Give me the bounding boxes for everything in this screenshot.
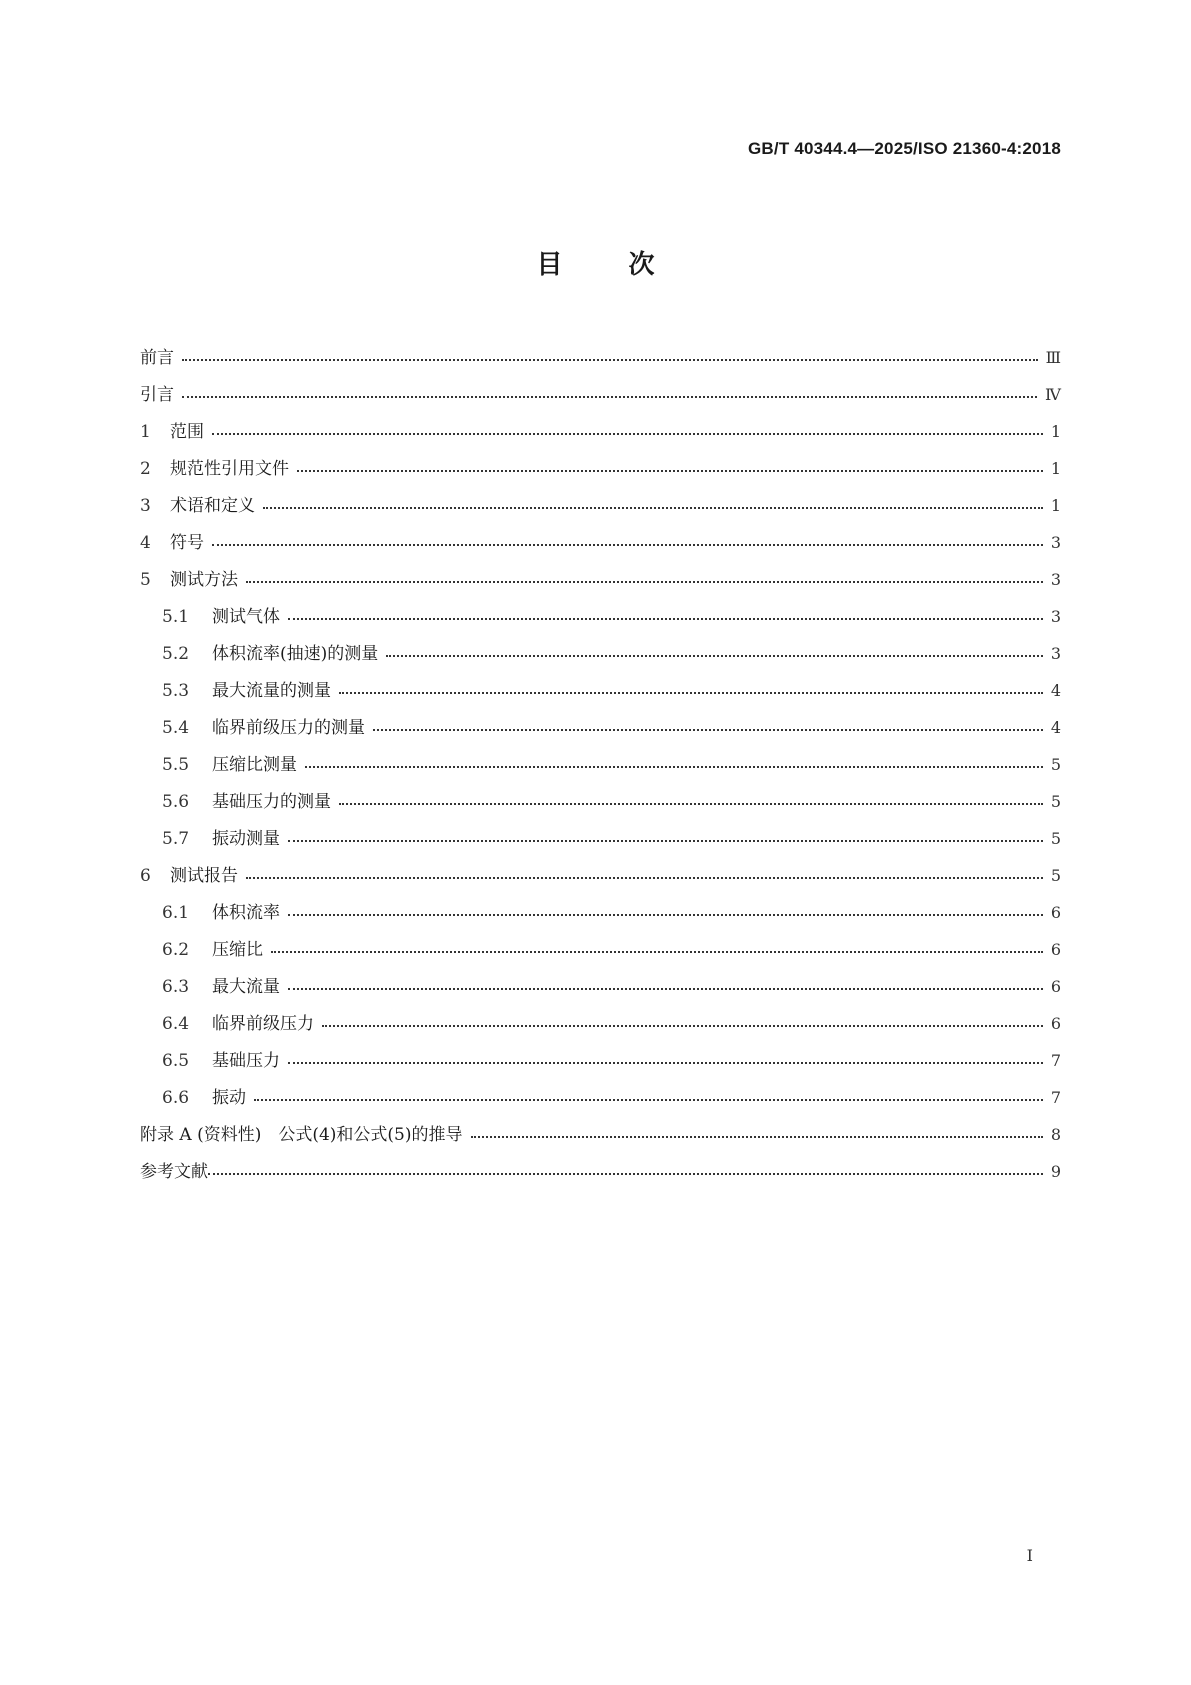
standard-code: GB/T 40344.4—2025/ISO 21360-4:2018 <box>748 139 1061 158</box>
toc-entry-title: 压缩比测量 <box>212 755 297 775</box>
toc-leader-dots <box>305 766 1043 768</box>
toc-entry-number: 6.1 <box>162 903 190 923</box>
toc-entry-title: 规范性引用文件 <box>170 459 289 479</box>
toc-entry[interactable] <box>140 635 1061 672</box>
toc-leader-dots <box>271 951 1043 953</box>
toc-leader-dots <box>386 655 1043 657</box>
toc-entry[interactable] <box>140 561 1061 598</box>
toc-entry[interactable] <box>140 894 1061 931</box>
toc-entry[interactable] <box>140 376 1061 413</box>
toc-leader-dots <box>297 470 1043 472</box>
toc-entry[interactable] <box>140 487 1061 524</box>
toc-entry-number: 6.2 <box>162 940 190 960</box>
toc-entry-title: 测试报告 <box>170 866 238 886</box>
toc-entry-title: 最大流量 <box>212 977 280 997</box>
toc-entry-page: 6 <box>1050 903 1061 922</box>
toc-leader-dots <box>263 507 1043 509</box>
toc-entry-title: 振动 <box>212 1088 246 1108</box>
toc-leader-dots <box>322 1025 1043 1027</box>
toc-entry-page: 1 <box>1050 422 1061 441</box>
toc-entry-page: 9 <box>1050 1162 1061 1181</box>
toc-entry[interactable] <box>140 783 1061 820</box>
toc-entry-number: 1 <box>140 422 151 442</box>
toc-entry-number: 5.7 <box>162 829 190 849</box>
toc-entry-page: 5 <box>1050 866 1061 885</box>
toc-entry-number: 5 <box>140 570 151 590</box>
toc-entry-number: 6.5 <box>162 1051 190 1071</box>
toc-entry[interactable] <box>140 450 1061 487</box>
table-of-contents <box>140 339 1061 1190</box>
toc-entry-page: 6 <box>1050 977 1061 996</box>
toc-leader-dots <box>288 914 1043 916</box>
toc-entry-title: 体积流率 <box>212 903 280 923</box>
toc-entry[interactable] <box>140 1153 1061 1190</box>
toc-entry[interactable] <box>140 672 1061 709</box>
toc-leader-dots <box>182 359 1038 361</box>
toc-leader-dots <box>288 618 1043 620</box>
toc-entry[interactable] <box>140 598 1061 635</box>
toc-entry-page: 5 <box>1050 829 1061 848</box>
toc-entry-title: 测试气体 <box>212 607 280 627</box>
toc-entry-page: 3 <box>1050 607 1061 626</box>
toc-entry-number: 5.5 <box>162 755 190 775</box>
toc-entry-title: 引言 <box>140 385 174 405</box>
toc-leader-dots <box>339 692 1043 694</box>
toc-entry-number: 4 <box>140 533 151 553</box>
toc-entry-title: 前言 <box>140 348 174 368</box>
toc-leader-dots <box>212 544 1043 546</box>
toc-leader-dots <box>339 803 1043 805</box>
toc-entry-title: 基础压力的测量 <box>212 792 331 812</box>
toc-entry-title: 临界前级压力的测量 <box>212 718 365 738</box>
toc-entry-title: 符号 <box>170 533 204 553</box>
toc-entry-number: 6.6 <box>162 1088 190 1108</box>
page-title: 目次 <box>536 250 721 280</box>
toc-entry[interactable] <box>140 709 1061 746</box>
toc-entry-page: 8 <box>1050 1125 1061 1144</box>
toc-entry-page: 1 <box>1050 459 1061 478</box>
toc-entry[interactable] <box>140 1042 1061 1079</box>
toc-entry-title: 振动测量 <box>212 829 280 849</box>
toc-entry-number: 2 <box>140 459 151 479</box>
toc-entry-title: 压缩比 <box>212 940 263 960</box>
toc-leader-dots <box>208 1173 1043 1175</box>
toc-entry-page: 3 <box>1050 644 1061 663</box>
toc-entry-page: 4 <box>1050 681 1061 700</box>
toc-entry-title: 测试方法 <box>170 570 238 590</box>
toc-entry-number: 6.4 <box>162 1014 190 1034</box>
toc-entry-number: 3 <box>140 496 151 516</box>
toc-entry-number: 6 <box>140 866 151 886</box>
toc-entry-title: 术语和定义 <box>170 496 255 516</box>
toc-entry[interactable] <box>140 1079 1061 1116</box>
toc-entry[interactable] <box>140 524 1061 561</box>
toc-entry[interactable] <box>140 820 1061 857</box>
toc-leader-dots <box>471 1136 1043 1138</box>
toc-entry-page: Ⅲ <box>1045 348 1061 367</box>
toc-entry-title: 最大流量的测量 <box>212 681 331 701</box>
toc-entry-number: 5.6 <box>162 792 190 812</box>
toc-entry-number: 5.1 <box>162 607 190 627</box>
page-number: I <box>1026 1546 1033 1565</box>
toc-entry-title: 基础压力 <box>212 1051 280 1071</box>
toc-entry[interactable] <box>140 931 1061 968</box>
toc-entry-page: 7 <box>1050 1088 1061 1107</box>
toc-leader-dots <box>254 1099 1043 1101</box>
toc-entry-title: 范围 <box>170 422 204 442</box>
toc-entry-page: 5 <box>1050 792 1061 811</box>
toc-entry[interactable] <box>140 746 1061 783</box>
toc-entry[interactable] <box>140 1005 1061 1042</box>
toc-leader-dots <box>246 581 1043 583</box>
toc-entry-number: 5.2 <box>162 644 190 664</box>
toc-entry-title: 体积流率(抽速)的测量 <box>212 644 379 664</box>
toc-entry-page: 4 <box>1050 718 1061 737</box>
toc-entry-page: Ⅳ <box>1045 385 1061 404</box>
toc-entry-page: 7 <box>1050 1051 1061 1070</box>
toc-entry-title: 参考文献 <box>140 1162 208 1182</box>
toc-entry-title: 临界前级压力 <box>212 1014 314 1034</box>
toc-entry-number: 5.4 <box>162 718 190 738</box>
toc-entry-title: 附录 A (资料性) 公式(4)和公式(5)的推导 <box>140 1125 463 1145</box>
toc-leader-dots <box>212 433 1043 435</box>
toc-entry[interactable] <box>140 1116 1061 1153</box>
toc-entry-page: 6 <box>1050 940 1061 959</box>
toc-entry-page: 3 <box>1050 533 1061 552</box>
toc-leader-dots <box>246 877 1043 879</box>
toc-leader-dots <box>288 840 1043 842</box>
toc-entry[interactable] <box>140 413 1061 450</box>
toc-leader-dots <box>288 988 1043 990</box>
toc-entry-page: 3 <box>1050 570 1061 589</box>
toc-leader-dots <box>182 396 1037 398</box>
toc-entry[interactable] <box>140 968 1061 1005</box>
toc-entry[interactable] <box>140 857 1061 894</box>
toc-entry[interactable] <box>140 339 1061 376</box>
toc-entry-number: 5.3 <box>162 681 190 701</box>
toc-entry-page: 1 <box>1050 496 1061 515</box>
toc-leader-dots <box>288 1062 1043 1064</box>
toc-entry-page: 5 <box>1050 755 1061 774</box>
toc-entry-number: 6.3 <box>162 977 190 997</box>
toc-entry-page: 6 <box>1050 1014 1061 1033</box>
toc-leader-dots <box>373 729 1043 731</box>
